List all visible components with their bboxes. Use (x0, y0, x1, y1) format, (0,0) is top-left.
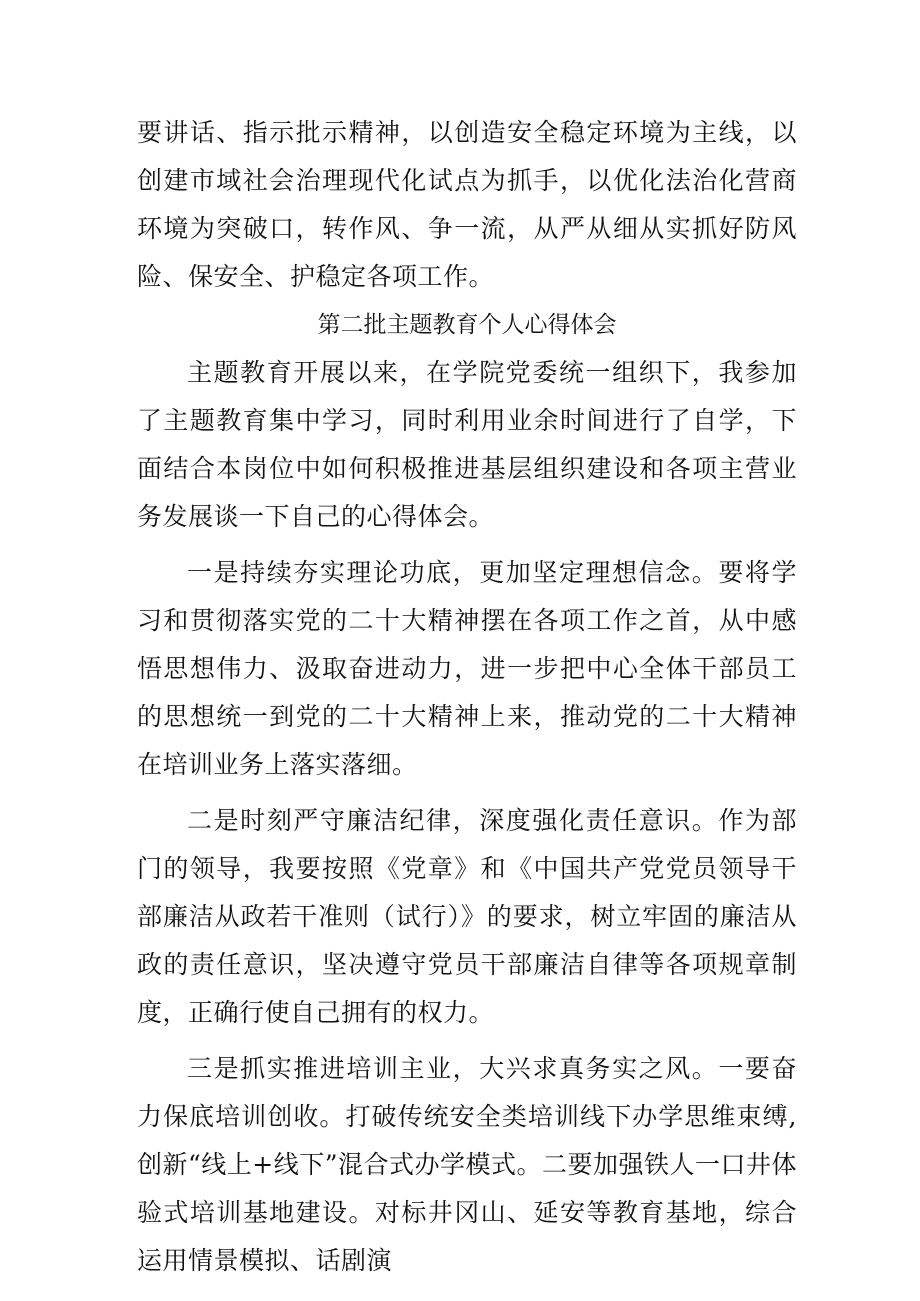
paragraph-point-three: 三是抓实推进培训主业，大兴求真务实之风。一要奋力保底培训创收。打破传统安全类培训线下办学思维束缚,创新“线上+线下”混合式办学模式。二要加强铁人一口井体验式培训基地建设。对标井冈山、延安等教育基地，综合运用情景模拟、话剧演 (137, 1054, 798, 1275)
paragraph-continuation: 要讲话、指示批示精神，以创造安全稳定环境为主线，以创建市域社会治理现代化试点为抓手，以优化法治化营商环境为突破口，转作风、争一流，从严从细从实抓好防风险、保安全、护稳定各项工作。 (137, 118, 797, 291)
document-body (137, 109, 797, 1285)
paragraph-point-one: 一是持续夯实理论功底，更加坚定理想信念。要将学习和贯彻落实党的二十大精神摆在各项工作之首，从中感悟思想伟力、汲取奋进动力，进一步把中心全体干部员工的思想统一到党的二十大精神上来，推动党的二十大精神在培训业务上落实落细。 (137, 558, 797, 779)
section-heading: 第二批主题教育个人心得体会 (317, 312, 617, 338)
paragraph-point-two: 二是时刻严守廉洁纪律，深度强化责任意识。作为部门的领导，我要按照《党章》和《中国共产党党员领导干部廉洁从政若干准则（试行）》的要求，树立牢固的廉洁从政的责任意识，坚决遵守党员干部廉洁自律等各项规章制度，正确行使自己拥有的权力。 (137, 806, 797, 1027)
paragraph-intro: 主题教育开展以来，在学院党委统一组织下，我参加了主题教育集中学习，同时利用业余时间进行了自学，下面结合本岗位中如何积极推进基层组织建设和各项主营业务发展谈一下自己的心得体会。 (137, 358, 797, 531)
